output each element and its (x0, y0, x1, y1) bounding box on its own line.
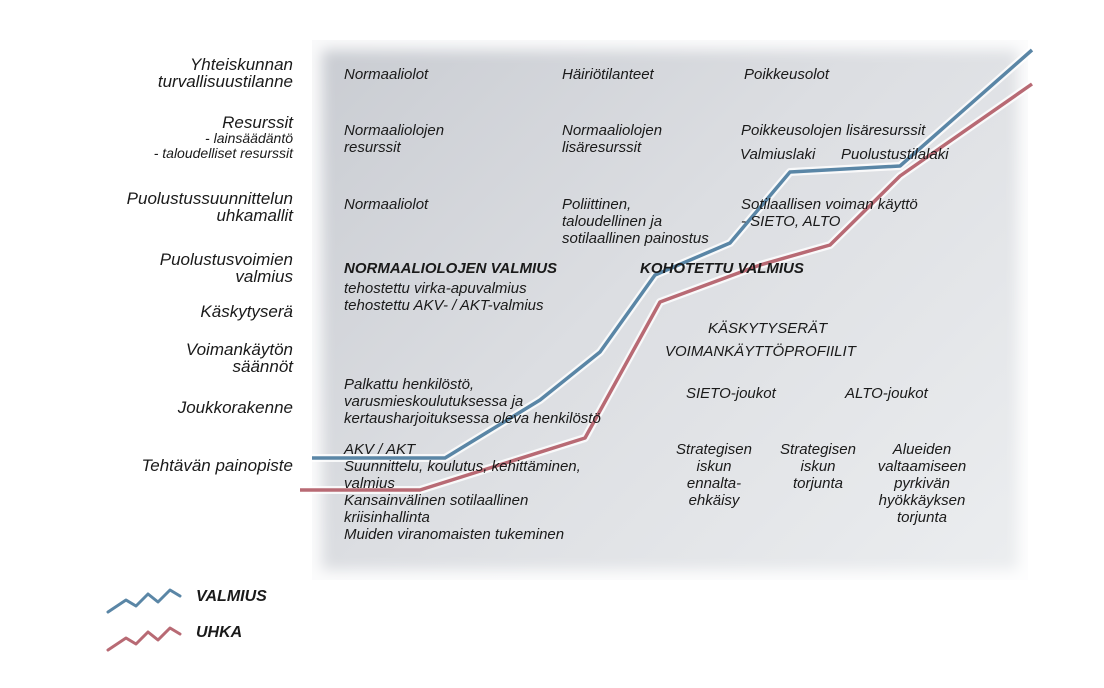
legend-valmius-label: VALMIUS (196, 588, 267, 605)
legend-uhka-label: UHKA (196, 624, 243, 641)
cell-normaaliolot-uhkamalli: Normaaliolot (344, 196, 429, 213)
cell-alueiden-valtaaminen: Alueiden valtaamiseen pyrkivän hyökkäyksen torjunta (877, 441, 967, 526)
row-label-text: Puolustusvoimien valmius (159, 250, 293, 286)
cell-sotilaallinen-voima: Sotilaallisen voiman käyttö - SIETO, ALTO (741, 196, 918, 230)
cell-painostus: Poliittinen, taloudellinen ja sotilaallinen painostus (562, 196, 709, 247)
cell-alto-joukot: ALTO-joukot (845, 385, 928, 402)
cell-strategisen-iskun-torjunta: Strategisen iskun torjunta (780, 441, 856, 492)
cell-palkattu-henkilosto: Palkattu henkilöstö, varusmieskoulutuksessa ja kertausharjoituksessa oleva henkilöstö (344, 376, 601, 427)
row-label-text: Resurssit (222, 113, 293, 132)
row-label-text: Joukkorakenne (177, 398, 293, 417)
cell-kaskytyserat: KÄSKYTYSERÄT (708, 320, 828, 337)
cell-normaaliolojen-resurssit: Normaaliolojen resurssit (344, 122, 445, 156)
row-label-subtext: - lainsäädäntö - taloudelliset resurssit (153, 130, 293, 161)
cell-tehostettu-valmius: tehostettu virka-apuvalmius tehostettu AKV- / AKT-valmius (344, 280, 544, 314)
row-label-text: Käskytyserä (200, 302, 293, 321)
cell-valmiuslaki: Valmiuslaki (740, 146, 816, 163)
cell-normaaliolojen-lisaresurssit: Normaaliolojen lisäresurssit (562, 122, 663, 156)
cell-puolustustilalaki: Puolustustilalaki (841, 146, 949, 163)
row-label-text: Puolustussuunnittelun uhkamallit (126, 189, 293, 225)
cell-normaaliolojen-valmius: NORMAALIOLOJEN VALMIUS (344, 260, 558, 277)
cell-sieto-joukot: SIETO-joukot (686, 385, 776, 402)
cell-poikkeusolot: Poikkeusolot (744, 66, 830, 83)
cell-kohotettu-valmius: KOHOTETTU VALMIUS (640, 260, 804, 277)
cell-akv-akt: AKV / AKT Suunnittelu, koulutus, kehittäminen, valmius Kansainvälinen sotilaallinen kriisinhallinta Muiden viranomaisten tukeminen (344, 441, 581, 543)
row-label-text: Tehtävän painopiste (141, 456, 293, 475)
cell-hairiotilanteet: Häiriötilanteet (562, 66, 654, 83)
cell-normaaliolot: Normaaliolot (344, 66, 429, 83)
cell-strategisen-iskun-ennaltaehkaisy: Strategisen iskun ennalta- ehkäisy (676, 441, 752, 509)
row-label-text: Yhteiskunnan turvallisuustilanne (157, 55, 293, 91)
cell-poikkeusolojen-lisaresurssit: Poikkeusolojen lisäresurssit (741, 122, 926, 139)
legend-valmius-icon (108, 590, 180, 612)
cell-voimankayttoprofiilit: VOIMANKÄYTTÖPROFIILIT (665, 343, 856, 360)
legend-uhka-icon (108, 628, 180, 650)
row-label-text: Voimankäytön säännöt (185, 340, 293, 376)
